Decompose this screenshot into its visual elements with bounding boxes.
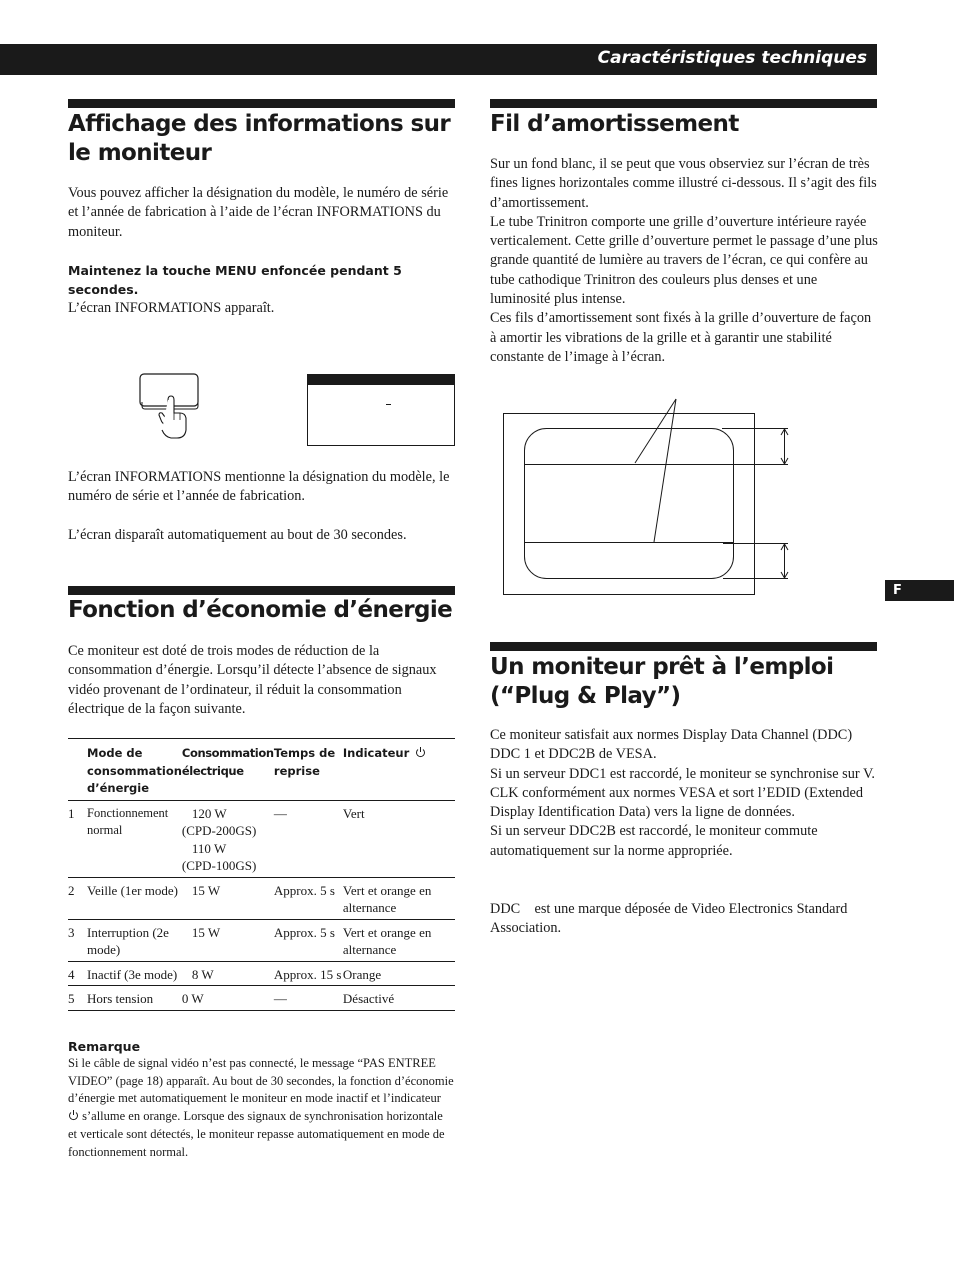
section-title-damper: Fil d’amortissement bbox=[490, 111, 739, 137]
table-cell: Vert bbox=[342, 805, 365, 821]
table-cell: Vert et orange en alternance bbox=[342, 924, 432, 957]
table-cell: Fonctionnement normal bbox=[87, 805, 169, 837]
table-row bbox=[68, 877, 455, 919]
table-cell: 2 bbox=[68, 882, 75, 898]
table-cell: Inactif (3e mode) bbox=[87, 966, 178, 982]
table-cell: 1 bbox=[68, 805, 75, 821]
menu-button-press-illustration bbox=[135, 370, 205, 442]
table-row bbox=[68, 919, 455, 961]
table-header-cell: Indicateur bbox=[343, 739, 455, 801]
damper-body: Sur un fond blanc, il se peut que vous observiez sur l’écran de très fines lignes horizontales comme illustré ci-dessous. Il s’agit des fils d’amortissement. Le tube Trinitron comporte une grille d’ouverture intérieure rayée verticalement. Cette grille d’ouverture permet le passage d’une plus grande quantité de lumière au travers de l’écran, ce qui confère au tube cathodique Trinitron des couleurs plus denses et une luminosité plus intense. Ces fils d’amortissement sont fixés à la grille d’ouverture de façon à amortir les vibrations de la grille et à garantir une stabilité constante de l’image à l’écran. bbox=[490, 156, 878, 365]
table-cell: 3 bbox=[68, 924, 75, 940]
table-row bbox=[68, 986, 455, 1011]
table-cell: 15 W bbox=[191, 882, 221, 898]
table-cell: 0 W bbox=[181, 991, 204, 1006]
table-cell: 8 W bbox=[191, 966, 214, 982]
section-tab-f: F bbox=[885, 580, 954, 601]
table-cell: Orange bbox=[342, 966, 382, 982]
power-modes-table bbox=[68, 738, 455, 1011]
header-title: Caractéristiques techniques bbox=[597, 48, 867, 68]
table-row bbox=[68, 800, 455, 877]
damper-wire-arrows bbox=[720, 420, 800, 585]
power-indicator-icon bbox=[415, 746, 426, 758]
table-header-cell: Temps de reprise bbox=[273, 746, 336, 778]
table-cell: 120 W (CPD-200GS) 110 W (CPD-100GS) bbox=[181, 805, 257, 873]
section-rule bbox=[490, 99, 877, 108]
header-bar bbox=[0, 44, 877, 75]
table-cell: Approx. 5 s bbox=[273, 924, 335, 940]
info-result: L’écran INFORMATIONS apparaît. bbox=[68, 300, 275, 316]
table-row bbox=[68, 961, 455, 986]
table-cell: Hors tension bbox=[87, 991, 154, 1006]
table-cell: Désactivé bbox=[342, 991, 395, 1006]
plug-play-body: Ce moniteur satisfait aux normes Display Data Channel (DDC) DDC 1 et DDC2B de VESA. Si un serveur DDC1 est raccordé, le moniteur se synchronise sur V. CLK conformément aux normes VESA et sort l’EDID (Extended Display Identification Data) vers la ligne de données. Si un serveur DDC2B est raccordé, le moniteur commute automatiquement sur la norme appropriée. bbox=[490, 727, 876, 859]
info-instruction: Maintenez la touche MENU enfoncée pendant 5 secondes. bbox=[68, 263, 402, 297]
table-header-cell: Mode de consommation d’énergie bbox=[87, 746, 182, 795]
table-cell: Approx. 15 s bbox=[273, 966, 342, 982]
table-cell: Approx. 5 s bbox=[273, 882, 335, 898]
informations-screen-illustration bbox=[307, 374, 455, 446]
info-desc2: L’écran disparaît automatiquement au bout de 30 secondes. bbox=[68, 527, 407, 543]
note-title: Remarque bbox=[68, 1039, 141, 1054]
table-cell: 4 bbox=[68, 966, 75, 982]
table-cell: Vert et orange en alternance bbox=[342, 882, 432, 915]
table-cell: — bbox=[273, 805, 287, 821]
table-cell: 5 bbox=[68, 991, 75, 1006]
info-desc1: L’écran INFORMATIONS mentionne la désignation du modèle, le numéro de série et l’année de fabrication. bbox=[68, 469, 450, 505]
table-cell: Veille (1er mode) bbox=[87, 882, 178, 898]
table-header-cell bbox=[68, 739, 87, 801]
table-cell: 15 W bbox=[191, 924, 221, 940]
section-title-info: Affichage des informations sur le moniteur bbox=[68, 111, 451, 166]
info-intro: Vous pouvez afficher la désignation du modèle, le numéro de série et l’année de fabrication à l’aide de l’écran INFORMATIONS du moniteur. bbox=[68, 185, 449, 240]
section-title-plug-play: Un moniteur prêt à l’emploi (“Plug & Play”) bbox=[490, 654, 834, 709]
table-cell: — bbox=[273, 991, 287, 1006]
table-header-cell: Consommation électrique bbox=[181, 746, 274, 778]
power-indicator-icon bbox=[68, 1109, 79, 1121]
section-rule bbox=[490, 642, 877, 651]
section-title-energy: Fonction d’économie d’énergie bbox=[68, 597, 453, 623]
energy-intro: Ce moniteur est doté de trois modes de réduction de la consommation d’énergie. Lorsqu’il détecte l’absence de signaux vidéo provenant de l’ordinateur, il réduit la consommation électrique de la façon suivante. bbox=[68, 643, 437, 717]
section-rule bbox=[68, 586, 455, 595]
table-header-row bbox=[68, 739, 455, 801]
table-cell: Interruption (2e mode) bbox=[87, 924, 169, 957]
plug-play-trademark: DDC est une marque déposée de Video Electronics Standard Association. bbox=[490, 901, 851, 937]
section-rule bbox=[68, 99, 455, 108]
note-text: Si le câble de signal vidéo n’est pas connecté, le message “PAS ENTREE VIDEO” (page 18) apparaît. Au bout de 30 secondes, la fonction d’économie d’énergie met automatiquement le moniteur en mode inactif et l’indicateur s’allume en orange. Lorsque des signaux de synchronisation horizontale et verticale sont détectés, le moniteur repasse automatiquement en mode de fonctionnement normal. bbox=[68, 1056, 454, 1159]
